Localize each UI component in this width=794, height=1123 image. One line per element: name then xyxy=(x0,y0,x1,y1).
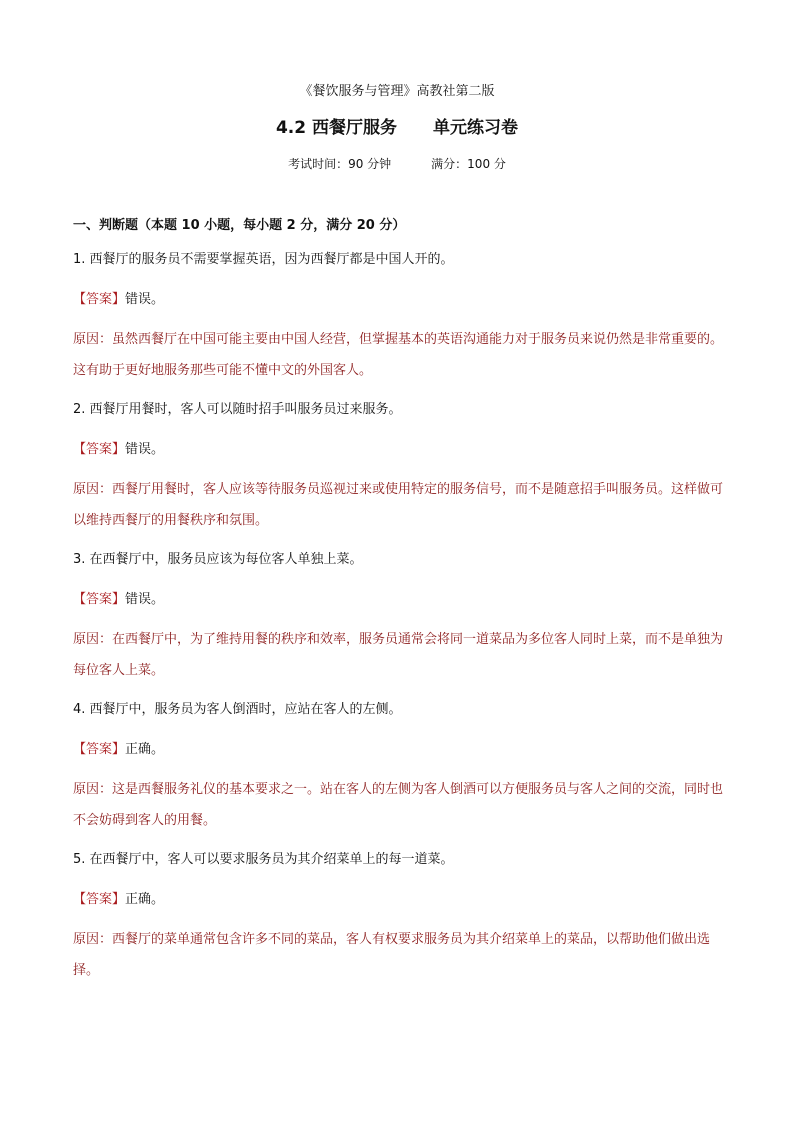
answer-reason: 原因：虽然西餐厅在中国可能主要由中国人经营，但掌握基本的英语沟通能力对于服务员来说仍然是非常重要的。这有助于更好地服务那些可能不懂中文的外国客人。 xyxy=(73,332,724,378)
answer-value: 正确。 xyxy=(125,742,165,757)
question-text: 1. 西餐厅的服务员不需要掌握英语，因为西餐厅都是中国人开的。 xyxy=(73,252,454,267)
answer-line xyxy=(73,290,733,310)
exam-info xyxy=(0,155,794,173)
answer-tag: 【答案】 xyxy=(73,592,126,607)
question-item xyxy=(73,400,733,536)
page-title-kind: 单元练习卷 xyxy=(433,118,519,138)
question-item xyxy=(73,850,733,986)
question-text: 5. 在西餐厅中，客人可以要求服务员为其介绍菜单上的每一道菜。 xyxy=(73,852,454,867)
answer-line xyxy=(73,740,733,760)
answer-line xyxy=(73,890,733,910)
question-text: 2. 西餐厅用餐时，客人可以随时招手叫服务员过来服务。 xyxy=(73,402,402,417)
question-text: 3. 在西餐厅中，服务员应该为每位客人单独上菜。 xyxy=(73,552,363,567)
page-title-unit: 4.2 西餐厅服务 xyxy=(275,118,398,138)
answer-line xyxy=(73,440,733,460)
page-title xyxy=(0,116,794,140)
question-item xyxy=(73,250,733,386)
answer-reason: 原因：西餐厅用餐时，客人应该等待服务员巡视过来或使用特定的服务信号，而不是随意招手叫服务员。这样做可以维持西餐厅的用餐秩序和氛围。 xyxy=(73,482,724,528)
answer-value: 错误。 xyxy=(125,442,165,457)
answer-tag: 【答案】 xyxy=(73,742,126,757)
answer-value: 错误。 xyxy=(125,292,165,307)
textbook-subtitle: 《餐饮服务与管理》高教社第二版 xyxy=(299,84,495,99)
question-item xyxy=(73,700,733,836)
answer-value: 正确。 xyxy=(125,892,165,907)
question-text: 4. 西餐厅中，服务员为客人倒酒时，应站在客人的左侧。 xyxy=(73,702,402,717)
answer-tag: 【答案】 xyxy=(73,892,126,907)
exam-time: 考试时间：90 分钟 xyxy=(288,157,392,171)
answer-value: 错误。 xyxy=(125,592,165,607)
section-heading: 一、判断题（本题 10 小题，每小题 2 分，满分 20 分） xyxy=(73,218,406,233)
answer-reason: 原因：这是西餐服务礼仪的基本要求之一。站在客人的左侧为客人倒酒可以方便服务员与客人之间的交流，同时也不会妨碍到客人的用餐。 xyxy=(73,782,724,828)
answer-reason: 原因：西餐厅的菜单通常包含许多不同的菜品，客人有权要求服务员为其介绍菜单上的菜品，以帮助他们做出选择。 xyxy=(73,932,711,978)
question-section xyxy=(73,216,733,1000)
question-item xyxy=(73,550,733,686)
full-score: 满分：100 分 xyxy=(431,157,506,171)
answer-line xyxy=(73,590,733,610)
answer-tag: 【答案】 xyxy=(73,442,126,457)
answer-reason: 原因：在西餐厅中，为了维持用餐的秩序和效率，服务员通常会将同一道菜品为多位客人同时上菜，而不是单独为每位客人上菜。 xyxy=(73,632,724,678)
answer-tag: 【答案】 xyxy=(73,292,126,307)
